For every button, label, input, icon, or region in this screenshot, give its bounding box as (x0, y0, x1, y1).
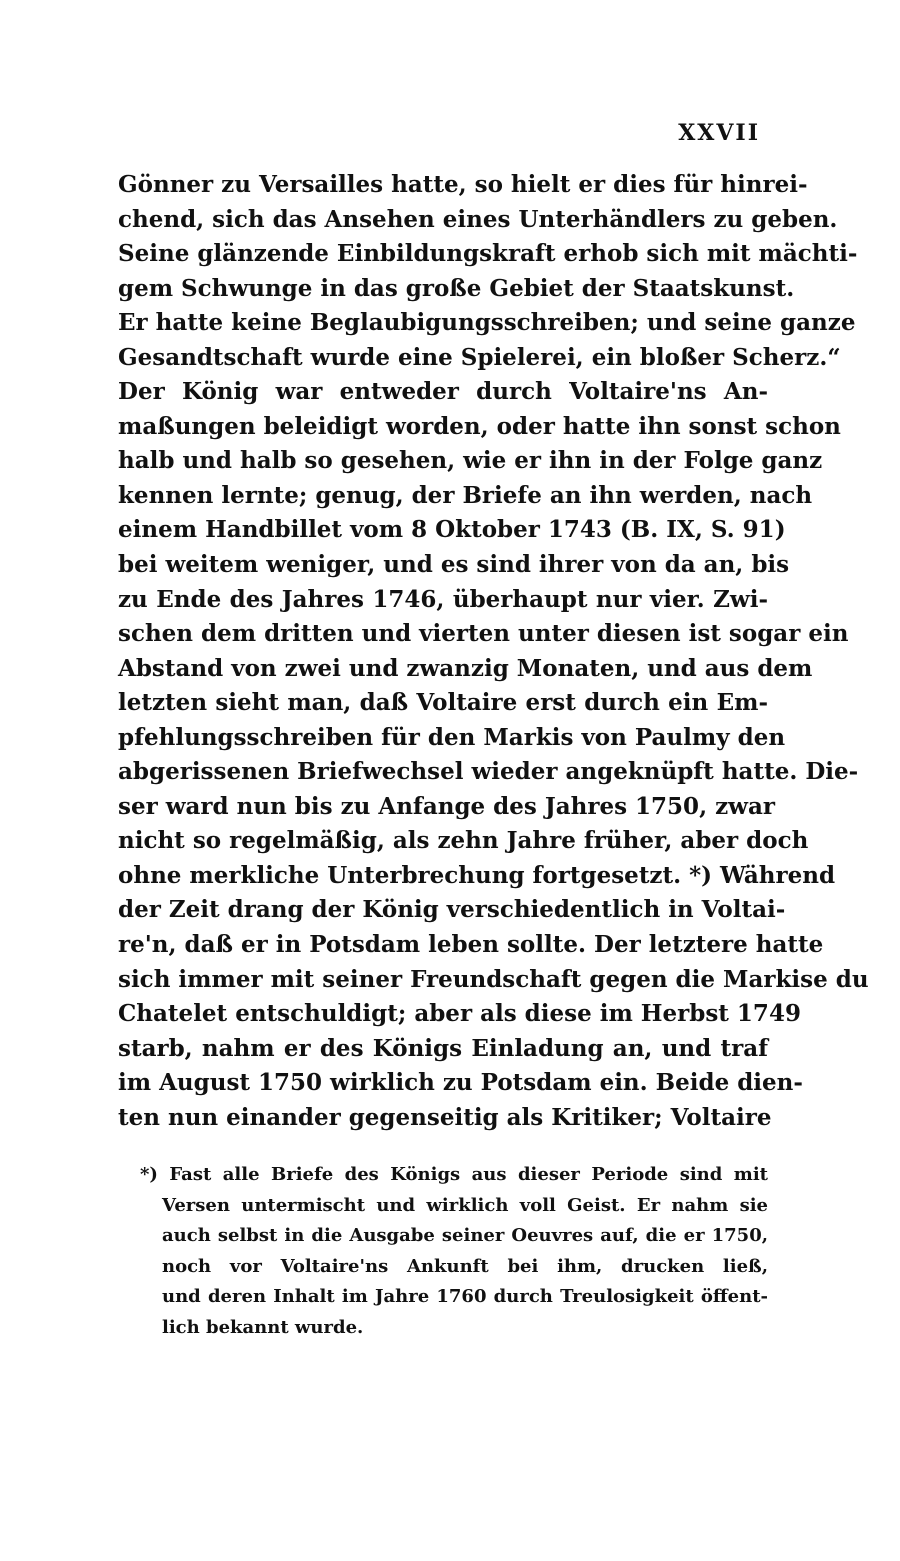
text-line: pfehlungsschreiben für den Markis von Paulmy den (118, 723, 786, 751)
text-line: Er hatte keine Beglaubigungsschreiben; und seine ganze (118, 309, 856, 337)
text-line: abgerissenen Briefwechsel wieder angeknüpft hatte. Die- (118, 758, 859, 786)
text-line: einem Handbillet vom 8 Oktober 1743 (B. IX, S. 91) (118, 516, 786, 544)
footnote-line: *) Fast alle Briefe des Königs aus dieser Periode sind mit (140, 1164, 768, 1185)
text-line: Der König war entweder durch Voltaire'ns An- (118, 378, 768, 406)
text-line: der Zeit drang der König verschiedentlich in Voltai- (118, 896, 786, 924)
footnote-line: noch vor Voltaire'ns Ankunft bei ihm, drucken ließ, (162, 1255, 768, 1277)
footnote-line: auch selbst in die Ausgabe seiner Oeuvres auf, die er 1750, (162, 1225, 768, 1247)
text-line: gem Schwunge in das große Gebiet der Staatskunst. (118, 274, 795, 302)
text-line: schen dem dritten und vierten unter diesen ist sogar ein (118, 620, 849, 648)
text-line: ohne merkliche Unterbrechung fortgesetzt. *) Während (118, 861, 836, 889)
text-line: ten nun einander gegenseitig als Kritiker; Voltaire (118, 1103, 772, 1131)
text-line: re'n, daß er in Potsdam leben sollte. Der letztere hatte (118, 931, 824, 959)
text-line: maßungen beleidigt worden, oder hatte ihn sonst schon (118, 412, 841, 440)
text-line: zu Ende des Jahres 1746, überhaupt nur vier. Zwi- (118, 585, 768, 613)
text-line: ser ward nun bis zu Anfange des Jahres 1750, zwar (118, 792, 775, 820)
text-line: halb und halb so gesehen, wie er ihn in der Folge ganz (118, 447, 823, 475)
text-line: chend, sich das Ansehen eines Unterhändlers zu geben. (118, 205, 838, 233)
page-number: XXVII (678, 120, 760, 146)
text-line: Gesandtschaft wurde eine Spielerei, ein bloßer Scherz.“ (118, 343, 841, 371)
text-line: Chatelet entschuldigt; aber als diese im Herbst 1749 (118, 1000, 801, 1028)
text-line: letzten sieht man, daß Voltaire erst durch ein Em- (118, 689, 768, 717)
footnote (118, 1160, 768, 1344)
text-line: nicht so regelmäßig, als zehn Jahre früher, aber doch (118, 827, 809, 855)
text-line: im August 1750 wirklich zu Potsdam ein. Beide dien- (118, 1069, 803, 1097)
text-line: Abstand von zwei und zwanzig Monaten, und aus dem (118, 654, 813, 682)
text-line: Gönner zu Versailles hatte, so hielt er dies für hinrei- (118, 171, 808, 198)
text-line: bei weitem weniger, und es sind ihrer von da an, bis (118, 551, 790, 579)
footnote-line: Versen untermischt und wirklich voll Geist. Er nahm sie (162, 1194, 768, 1216)
text-line: kennen lernte; genug, der Briefe an ihn werden, nach (118, 481, 813, 509)
text-line: starb, nahm er des Königs Einladung an, und traf (118, 1034, 768, 1062)
text-line: sich immer mit seiner Freundschaft gegen die Markise du (118, 965, 869, 993)
footnote-line: und deren Inhalt im Jahre 1760 durch Treulosigkeit öffent- (162, 1286, 768, 1308)
footnote-line: lich bekannt wurde. (162, 1316, 364, 1338)
text-line: Seine glänzende Einbildungskraft erhob sich mit mächti- (118, 240, 858, 268)
body-text (118, 168, 869, 1135)
